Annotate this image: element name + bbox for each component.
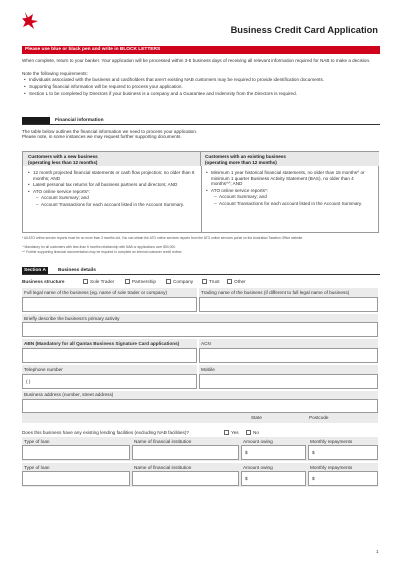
- option-label: Sole Trader: [90, 279, 115, 284]
- trading-name-field[interactable]: [199, 297, 378, 312]
- option-label: Company: [173, 279, 194, 284]
- partnership-checkbox[interactable]: [125, 279, 130, 284]
- institution-field[interactable]: [132, 471, 239, 486]
- telephone-field[interactable]: [22, 374, 197, 389]
- address-label: Business address (number, street address): [24, 392, 114, 397]
- option-company[interactable]: [166, 279, 193, 284]
- legal-name-field[interactable]: [22, 297, 197, 312]
- list-item: – Account Summary; and: [33, 195, 196, 201]
- footnote: ^ Mandatory for all customers with less than 6 months relationship with NAB or applications over $50,000.: [22, 245, 177, 249]
- area-code-brackets: ( ): [26, 379, 31, 384]
- list-item: • Supporting financial information will be required to process your application.: [24, 84, 376, 90]
- financial-intro: The table below outlines the financial information we need to process your application.: [22, 129, 198, 134]
- option-label: Partnership: [132, 279, 156, 284]
- financial-table: [22, 151, 379, 233]
- lending-yes[interactable]: [224, 430, 239, 435]
- loan-type-field[interactable]: [22, 471, 130, 486]
- institution-label: Name of financial institution: [134, 465, 192, 470]
- repayments-field[interactable]: [308, 445, 378, 460]
- amount-owing-field[interactable]: [241, 471, 306, 486]
- loan-type-field[interactable]: [22, 445, 130, 460]
- financial-info-tag: [22, 117, 50, 124]
- nab-star-logo-icon: [22, 12, 38, 30]
- section-divider: [22, 124, 380, 125]
- business-structure-label: Business structure: [22, 279, 65, 284]
- list-item: • Individuals associated with the business and cardholders that aren't existing NAB customers may be required to provide identification documents.: [24, 77, 376, 83]
- sub-list: [33, 195, 196, 207]
- acn-field[interactable]: [199, 348, 378, 363]
- list-item: [206, 188, 374, 206]
- new-business-requirements: [28, 170, 196, 209]
- col-title: Customers with an existing business: [205, 154, 286, 159]
- list-item: • 12 month projected financial statements or cash flow projection; no older than 6 months; AND: [28, 170, 196, 181]
- sole-trader-checkbox[interactable]: [83, 279, 88, 284]
- repayments-label: Monthly repayments: [310, 439, 353, 444]
- option-label: Yes: [231, 430, 239, 435]
- postcode-label: Postcode: [309, 415, 329, 420]
- loan-type-label: Type of loan: [24, 439, 50, 444]
- institution-field[interactable]: [132, 445, 239, 460]
- col-subtitle: (operating more than 12 months): [205, 159, 277, 165]
- page-title: Business Credit Card Application: [230, 25, 378, 35]
- footnote: ^^ Further supporting financial documentation may be required to complete an internal customer credit review.: [22, 250, 183, 254]
- sub-list: [211, 194, 374, 206]
- lending-question: Does this business have any existing lending facilities (excluding NAB facilities)?: [22, 430, 190, 435]
- telephone-label: Telephone number: [24, 367, 63, 372]
- address-field[interactable]: [22, 399, 378, 413]
- column-divider: [201, 166, 202, 233]
- amount-owing-field[interactable]: [241, 445, 306, 460]
- table-header-new: [23, 152, 201, 166]
- list-item: – Account Transactions for each account listed in the Account Summary.: [211, 201, 374, 207]
- financial-info-heading: Financial information: [55, 118, 104, 123]
- section-a-tag: Section A: [24, 268, 46, 273]
- option-other[interactable]: [227, 279, 246, 284]
- trust-checkbox[interactable]: [202, 279, 207, 284]
- amount-owing-label: Amount owing: [243, 439, 273, 444]
- list-item: • Minimum 1 year historical financial statements, no older than 18 months^ or minimum 1 quarter Business Activity Statement (BAS), no older than 4 months^^; AND: [206, 170, 374, 187]
- currency-symbol: $: [312, 476, 315, 481]
- lending-no[interactable]: [246, 430, 259, 435]
- list-item: • Section L to be completed by Directors if your business is a company and a Guarantee and Indemnity from the Directors is required.: [24, 91, 376, 97]
- abn-label: ABN (Mandatory for all Qantas Business Signature Card applications): [24, 341, 180, 346]
- financial-note: Please note, in some instances we may request further supporting documents.: [22, 134, 182, 139]
- option-label: Other: [234, 279, 246, 284]
- yes-checkbox[interactable]: [224, 430, 229, 435]
- amount-owing-label: Amount owing: [243, 465, 273, 470]
- list-item: – Account Summary; and: [211, 194, 374, 200]
- institution-label: Name of financial institution: [134, 439, 192, 444]
- repayments-label: Monthly repayments: [310, 465, 353, 470]
- repayments-field[interactable]: [308, 471, 378, 486]
- option-label: No: [253, 430, 259, 435]
- list-item: – Account Transactions for each account listed in the Account Summary.: [33, 202, 196, 208]
- col-title: Customers with a new business: [28, 154, 98, 159]
- legal-name-label: Full legal name of the business (eg. name of sole trader or company): [24, 290, 168, 295]
- activity-field[interactable]: [22, 322, 378, 337]
- section-a-heading: Business details: [58, 268, 96, 273]
- intro-paragraph: When complete, return to your banker. Your application will be processed within 3-5 business days of receiving all relevant information required for NAB to make a decision.: [22, 58, 371, 63]
- trading-name-label: Trading name of the business (if different to full legal name of business): [201, 290, 350, 295]
- mobile-label: Mobile: [201, 367, 215, 372]
- currency-symbol: $: [245, 450, 248, 455]
- option-trust[interactable]: [202, 279, 220, 284]
- option-partnership[interactable]: [125, 279, 156, 284]
- existing-business-requirements: [206, 170, 374, 207]
- section-divider: [22, 274, 380, 275]
- abn-field[interactable]: [22, 348, 197, 363]
- option-label: Trust: [209, 279, 220, 284]
- option-sole-trader[interactable]: [83, 279, 114, 284]
- currency-symbol: $: [245, 476, 248, 481]
- list-item: [28, 189, 196, 207]
- loan-type-label: Type of loan: [24, 465, 50, 470]
- mobile-field[interactable]: [199, 374, 378, 389]
- col-subtitle: (operating less than 12 months): [28, 159, 98, 165]
- footnote: * All ATO online service reports must be no more than 3 months old. You can obtain the ATO online services reports from the ATO online services portal on the Australian Taxation Office website.: [22, 236, 304, 240]
- activity-label: Briefly describe the business's primary activity: [24, 316, 120, 321]
- company-checkbox[interactable]: [166, 279, 171, 284]
- banner-text: Please use blue or black pen and write in BLOCK LETTERS: [25, 47, 161, 52]
- instruction-banner: [22, 46, 380, 54]
- state-label: State: [251, 415, 262, 420]
- currency-symbol: $: [312, 450, 315, 455]
- requirements-list: [24, 77, 376, 97]
- note-heading: Note the following requirements:: [22, 71, 88, 76]
- acn-label: ACN: [201, 341, 211, 346]
- no-checkbox[interactable]: [246, 430, 251, 435]
- other-checkbox[interactable]: [227, 279, 232, 284]
- page-number: 1: [376, 550, 379, 555]
- list-item-text: ATO online service reports*:: [33, 189, 91, 195]
- table-header-existing: [201, 152, 379, 166]
- list-item: • Latest personal tax returns for all business partners and directors; AND: [28, 182, 196, 188]
- list-item-text: ATO online service reports*:: [211, 187, 269, 193]
